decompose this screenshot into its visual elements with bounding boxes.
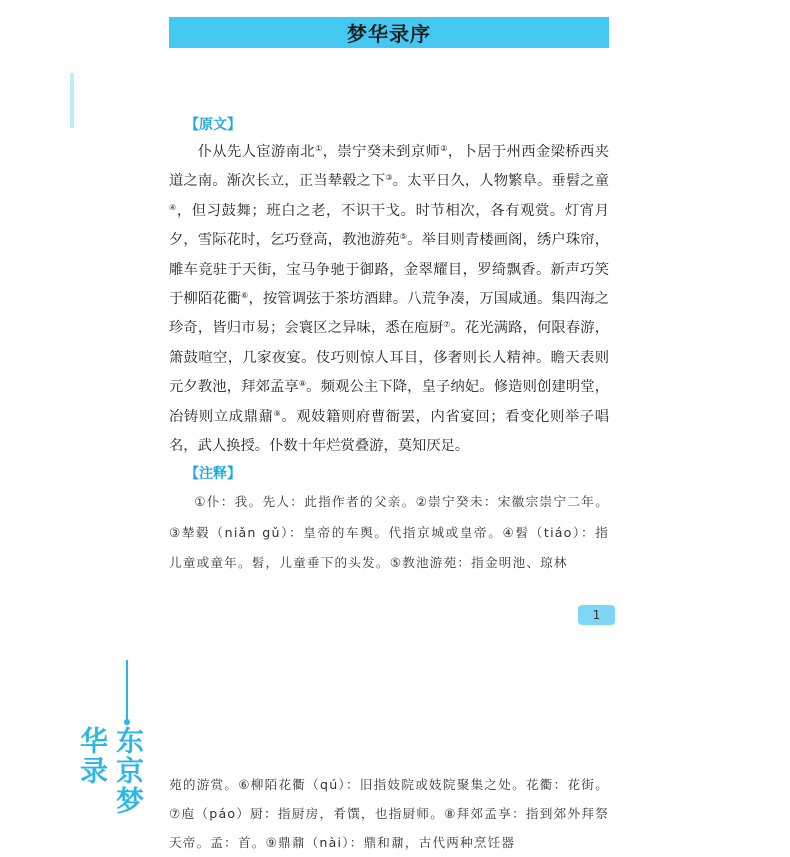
page-content [169,112,609,579]
notes-continuation: 苑的游赏。⑥柳陌花衢（qú）：旧指妓院或妓院聚集之处。花衢：花街。⑦庖（páo）厨：指厨房，肴馔，也指厨师。⑧拜郊孟享：指到郊外拜祭天帝。孟：首。⑨鼎鼐（nài）：鼎和鼐，古代两种烹饪器 [169,777,609,850]
notes-heading: 【注释】 [185,466,241,483]
chapter-title-bar [169,17,609,48]
notes-section [169,487,609,579]
chapter-title: 梦华录序 [347,22,431,46]
original-text [169,138,609,461]
original-text-heading: 【原文】 [185,117,241,133]
page-number: 1 [578,605,615,625]
vertical-decor-line [126,660,128,720]
vertical-decor-dot [124,719,130,725]
notes-paragraph: ①仆：我。先人：此指作者的父亲。②崇宁癸未：宋徽宗崇宁二年。③辇毂（niǎn gǔ）：皇帝的车舆。代指京城或皇帝。④髫（tiáo）：指儿童或童年。髫，儿童垂下的头发。⑤教池游苑：指金明池、琼林 [169,494,609,571]
original-paragraph: 仆从先人宦游南北①，崇宁癸未到京师②，卜居于州西金梁桥西夹道之南。渐次长立，正当辇毂之下③。太平日久，人物繁阜。垂髫之童④，但习鼓舞；班白之老，不识干戈。时节相次，各有观赏。灯宵月夕，雪际花时，乞巧登高，教池游苑⑤。举目则青楼画阁，绣户珠帘，雕车竞驻于天街，宝马争驰于御路，金翠耀目，罗绮飘香。新声巧笑于柳陌花衢⑥，按管调弦于茶坊酒肆。八荒争凑，万国咸通。集四海之珍奇，皆归市易；会寰区之异味，悉在庖厨⑦。花光满路，何限春游，箫鼓喧空，几家夜宴。伎巧则惊人耳目，侈奢则长人精神。瞻天表则元夕教池，拜郊孟享⑧。频观公主下降，皇子纳妃。修造则创建明堂，冶铸则立成鼎鼐⑨。观妓籍则府曹衙罢，内省宴回；看变化则举子唱名，武人换授。仆数十年烂赏叠游，莫知厌足。 [169,144,610,455]
book-title-vertical: 东京梦华录 [76,726,145,816]
decorative-side-bar [70,73,74,128]
